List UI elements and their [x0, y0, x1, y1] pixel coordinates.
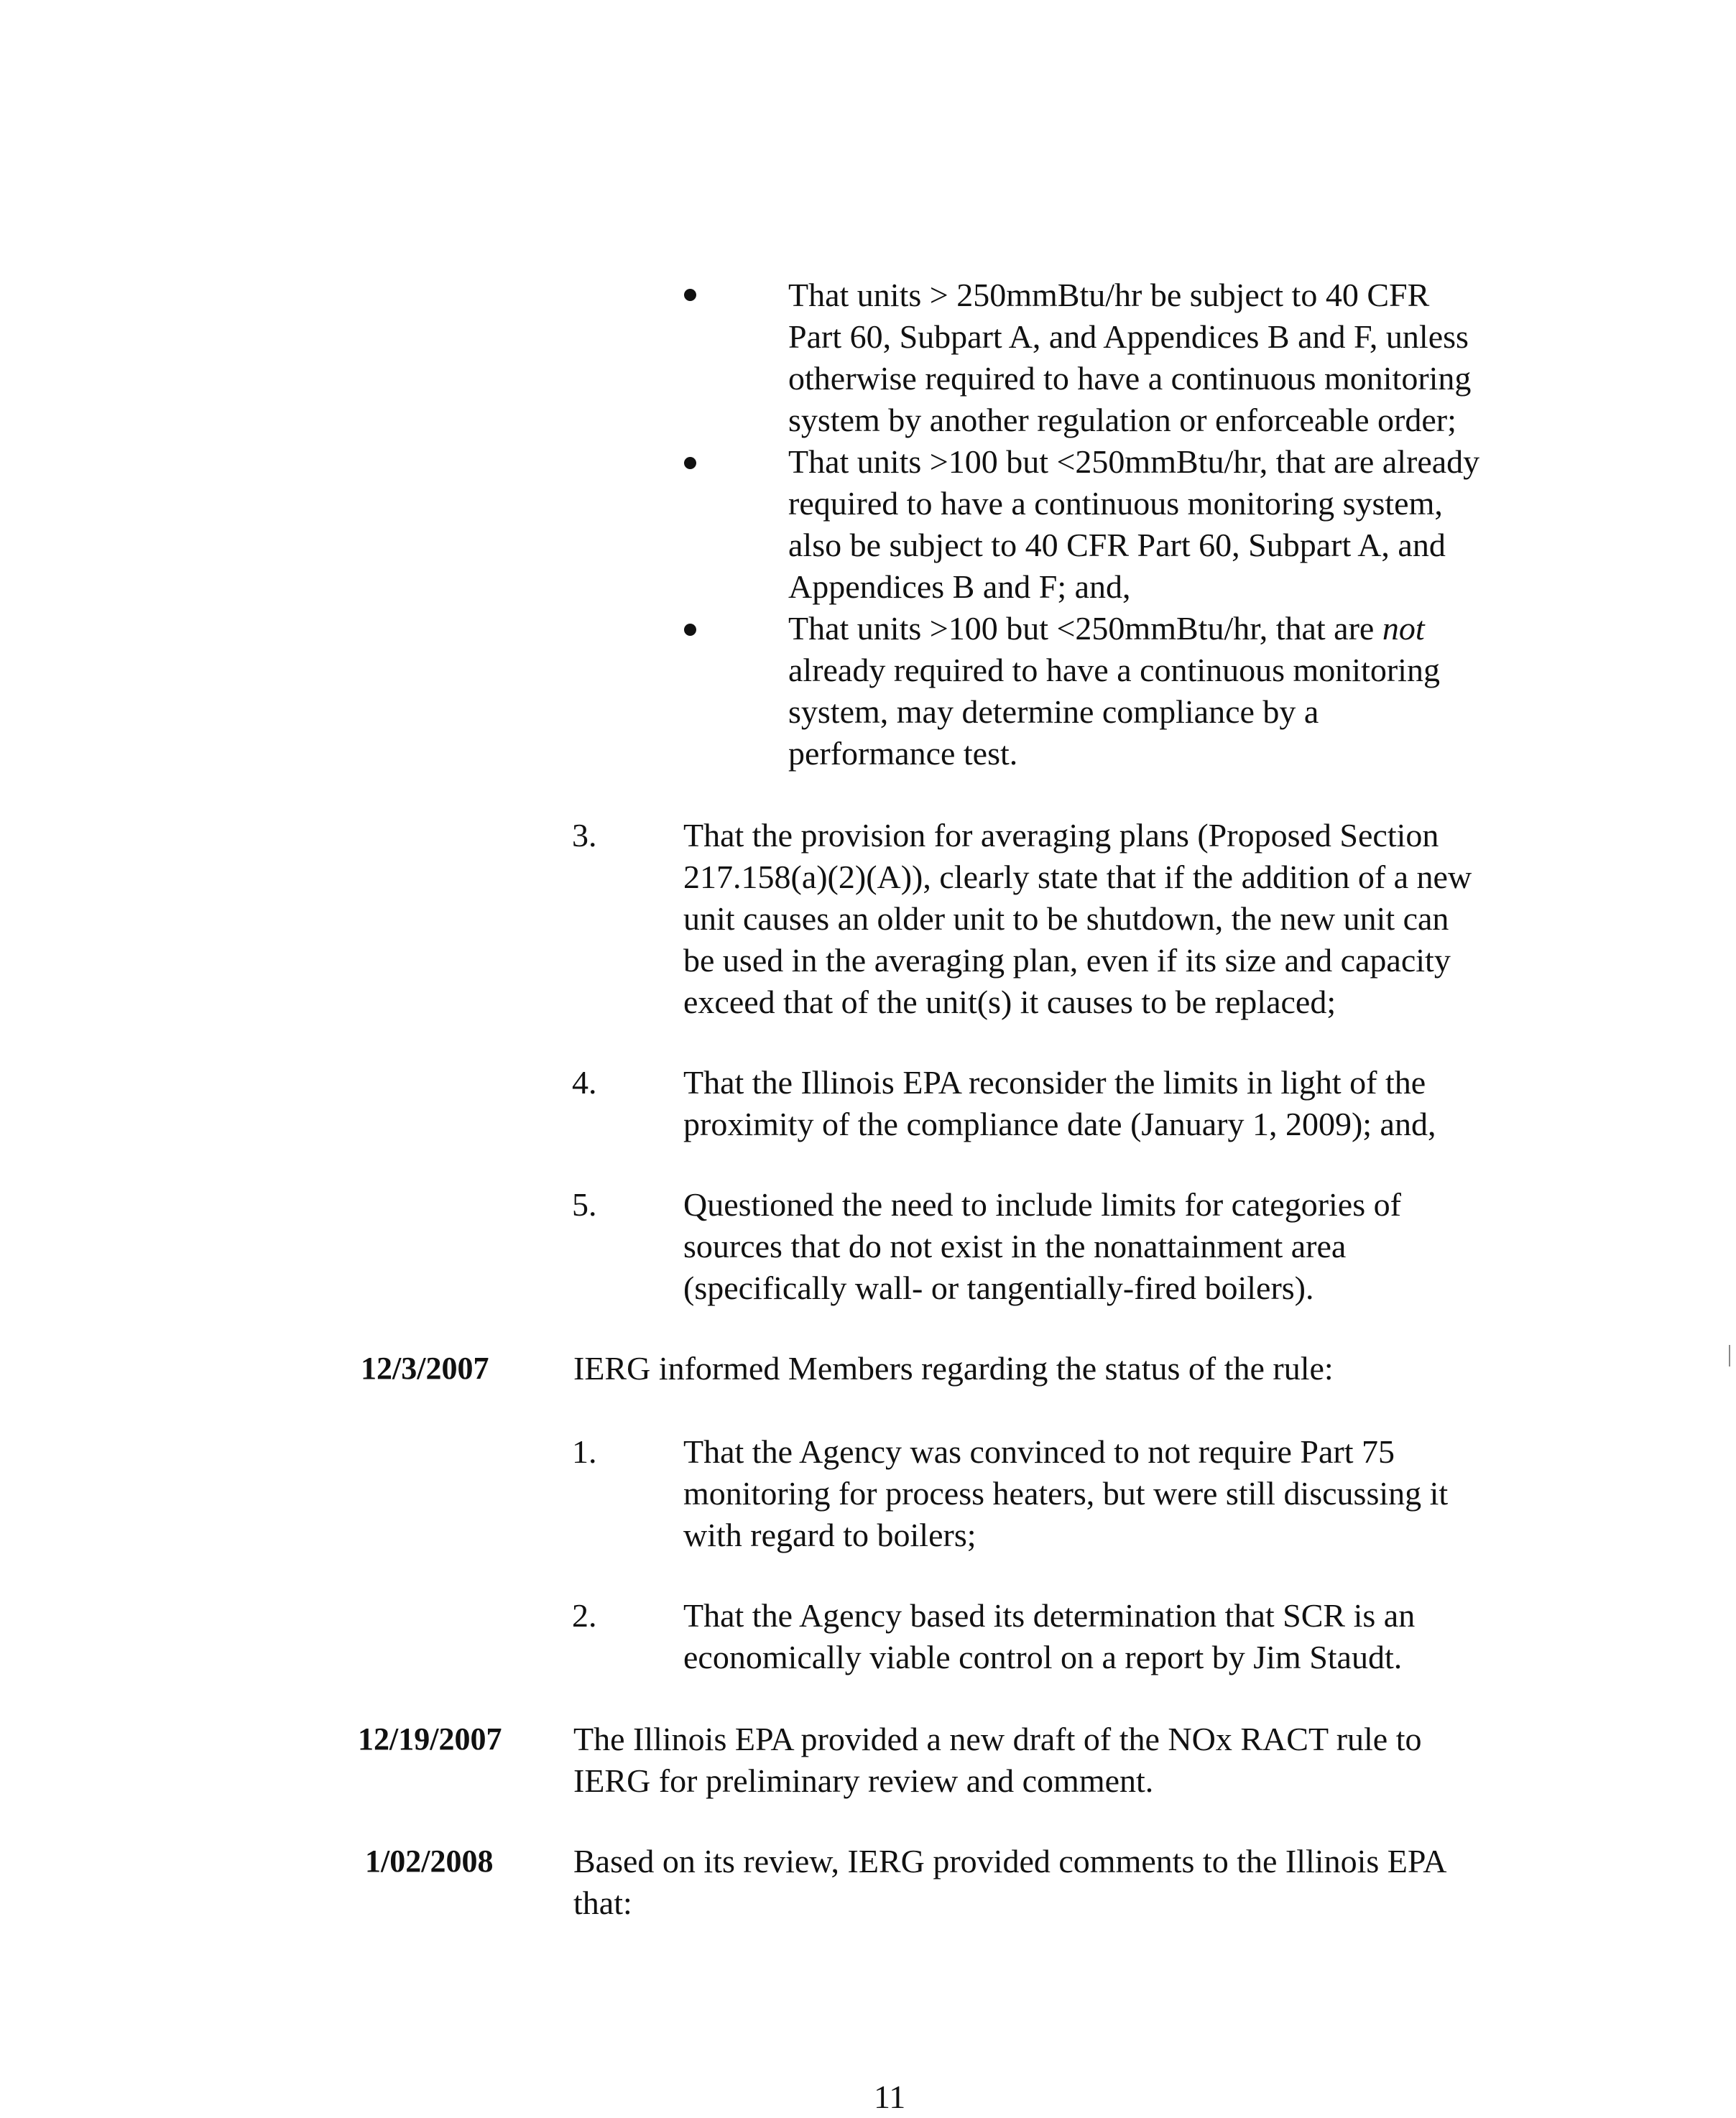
- bullet-3-line-1: [788, 608, 1425, 649]
- item-4-line-1: That the Illinois EPA reconsider the limits in light of the: [683, 1064, 1426, 1101]
- item-3-line-4: be used in the averaging plan, even if its size and capacity: [683, 942, 1451, 979]
- bullet-3-line-1-text: That units >100 but <250mmBtu/hr, that are: [788, 610, 1382, 647]
- subitem-1-line-3: with regard to boilers;: [683, 1517, 976, 1553]
- bullet-1-line-4: system by another regulation or enforceable order;: [788, 402, 1456, 438]
- item-4-line-2: proximity of the compliance date (January 1, 2009); and,: [683, 1106, 1436, 1142]
- item-5-line-2: sources that do not exist in the nonattainment area: [683, 1228, 1347, 1264]
- item-5-line-1: Questioned the need to include limits for categories of: [683, 1186, 1401, 1223]
- subitem-2-number: 2.: [572, 1597, 597, 1634]
- emphasis-not: not: [1382, 610, 1425, 647]
- bullet-2-line-1: That units >100 but <250mmBtu/hr, that are already: [788, 443, 1480, 480]
- subitem-1-line-1: That the Agency was convinced to not require Part 75: [683, 1433, 1395, 1470]
- item-3-number: 3.: [572, 817, 597, 854]
- entry-2-line-2: IERG for preliminary review and comment.: [573, 1762, 1154, 1799]
- bullet-1-line-2: Part 60, Subpart A, and Appendices B and F, unless: [788, 318, 1469, 355]
- entry-3-line-1: Based on its review, IERG provided comments to the Illinois EPA: [573, 1843, 1447, 1879]
- bullet-3-line-4: performance test.: [788, 735, 1018, 772]
- item-3-line-5: exceed that of the unit(s) it causes to be replaced;: [683, 984, 1336, 1020]
- subitem-1-line-2: monitoring for process heaters, but were still discussing it: [683, 1475, 1449, 1512]
- entry-date: 12/19/2007: [358, 1721, 502, 1757]
- entry-1-line-1: IERG informed Members regarding the status of the rule:: [573, 1350, 1334, 1387]
- bullet-2-line-2: required to have a continuous monitoring system,: [788, 485, 1443, 522]
- item-3-line-2: 217.158(a)(2)(A)), clearly state that if the addition of a new: [683, 859, 1472, 895]
- item-4-number: 4.: [572, 1064, 597, 1101]
- item-5-number: 5.: [572, 1186, 597, 1223]
- entry-2-line-1: The Illinois EPA provided a new draft of the NOx RACT rule to: [573, 1721, 1422, 1757]
- entry-date: 1/02/2008: [365, 1844, 494, 1879]
- bullet-2-line-3: also be subject to 40 CFR Part 60, Subpart A, and: [788, 527, 1446, 563]
- item-5-line-3: (specifically wall- or tangentially-fired boilers).: [683, 1270, 1314, 1306]
- bullet-1-line-3: otherwise required to have a continuous monitoring: [788, 360, 1472, 397]
- entry-3-line-2: that:: [573, 1885, 632, 1921]
- subitem-1-number: 1.: [572, 1433, 597, 1470]
- entry-date: 12/3/2007: [361, 1351, 489, 1386]
- bullet-3-line-2: already required to have a continuous monitoring: [788, 652, 1440, 688]
- bullet-3-line-3: system, may determine compliance by a: [788, 693, 1319, 730]
- subitem-2-line-1: That the Agency based its determination that SCR is an: [683, 1597, 1416, 1634]
- bullet-2-line-4: Appendices B and F; and,: [788, 568, 1131, 605]
- bullet-marker: [684, 624, 696, 636]
- bullet-marker: [684, 289, 696, 301]
- scan-edge-mark: [1729, 1345, 1730, 1366]
- subitem-2-line-2: economically viable control on a report by Jim Staudt.: [683, 1639, 1403, 1675]
- item-3-line-1: That the provision for averaging plans (Proposed Section: [683, 817, 1439, 854]
- bullet-1-line-1: That units > 250mmBtu/hr be subject to 40 CFR: [788, 277, 1430, 313]
- page-number: 11: [874, 2078, 906, 2115]
- bullet-marker: [684, 457, 696, 469]
- item-3-line-3: unit causes an older unit to be shutdown, the new unit can: [683, 900, 1449, 937]
